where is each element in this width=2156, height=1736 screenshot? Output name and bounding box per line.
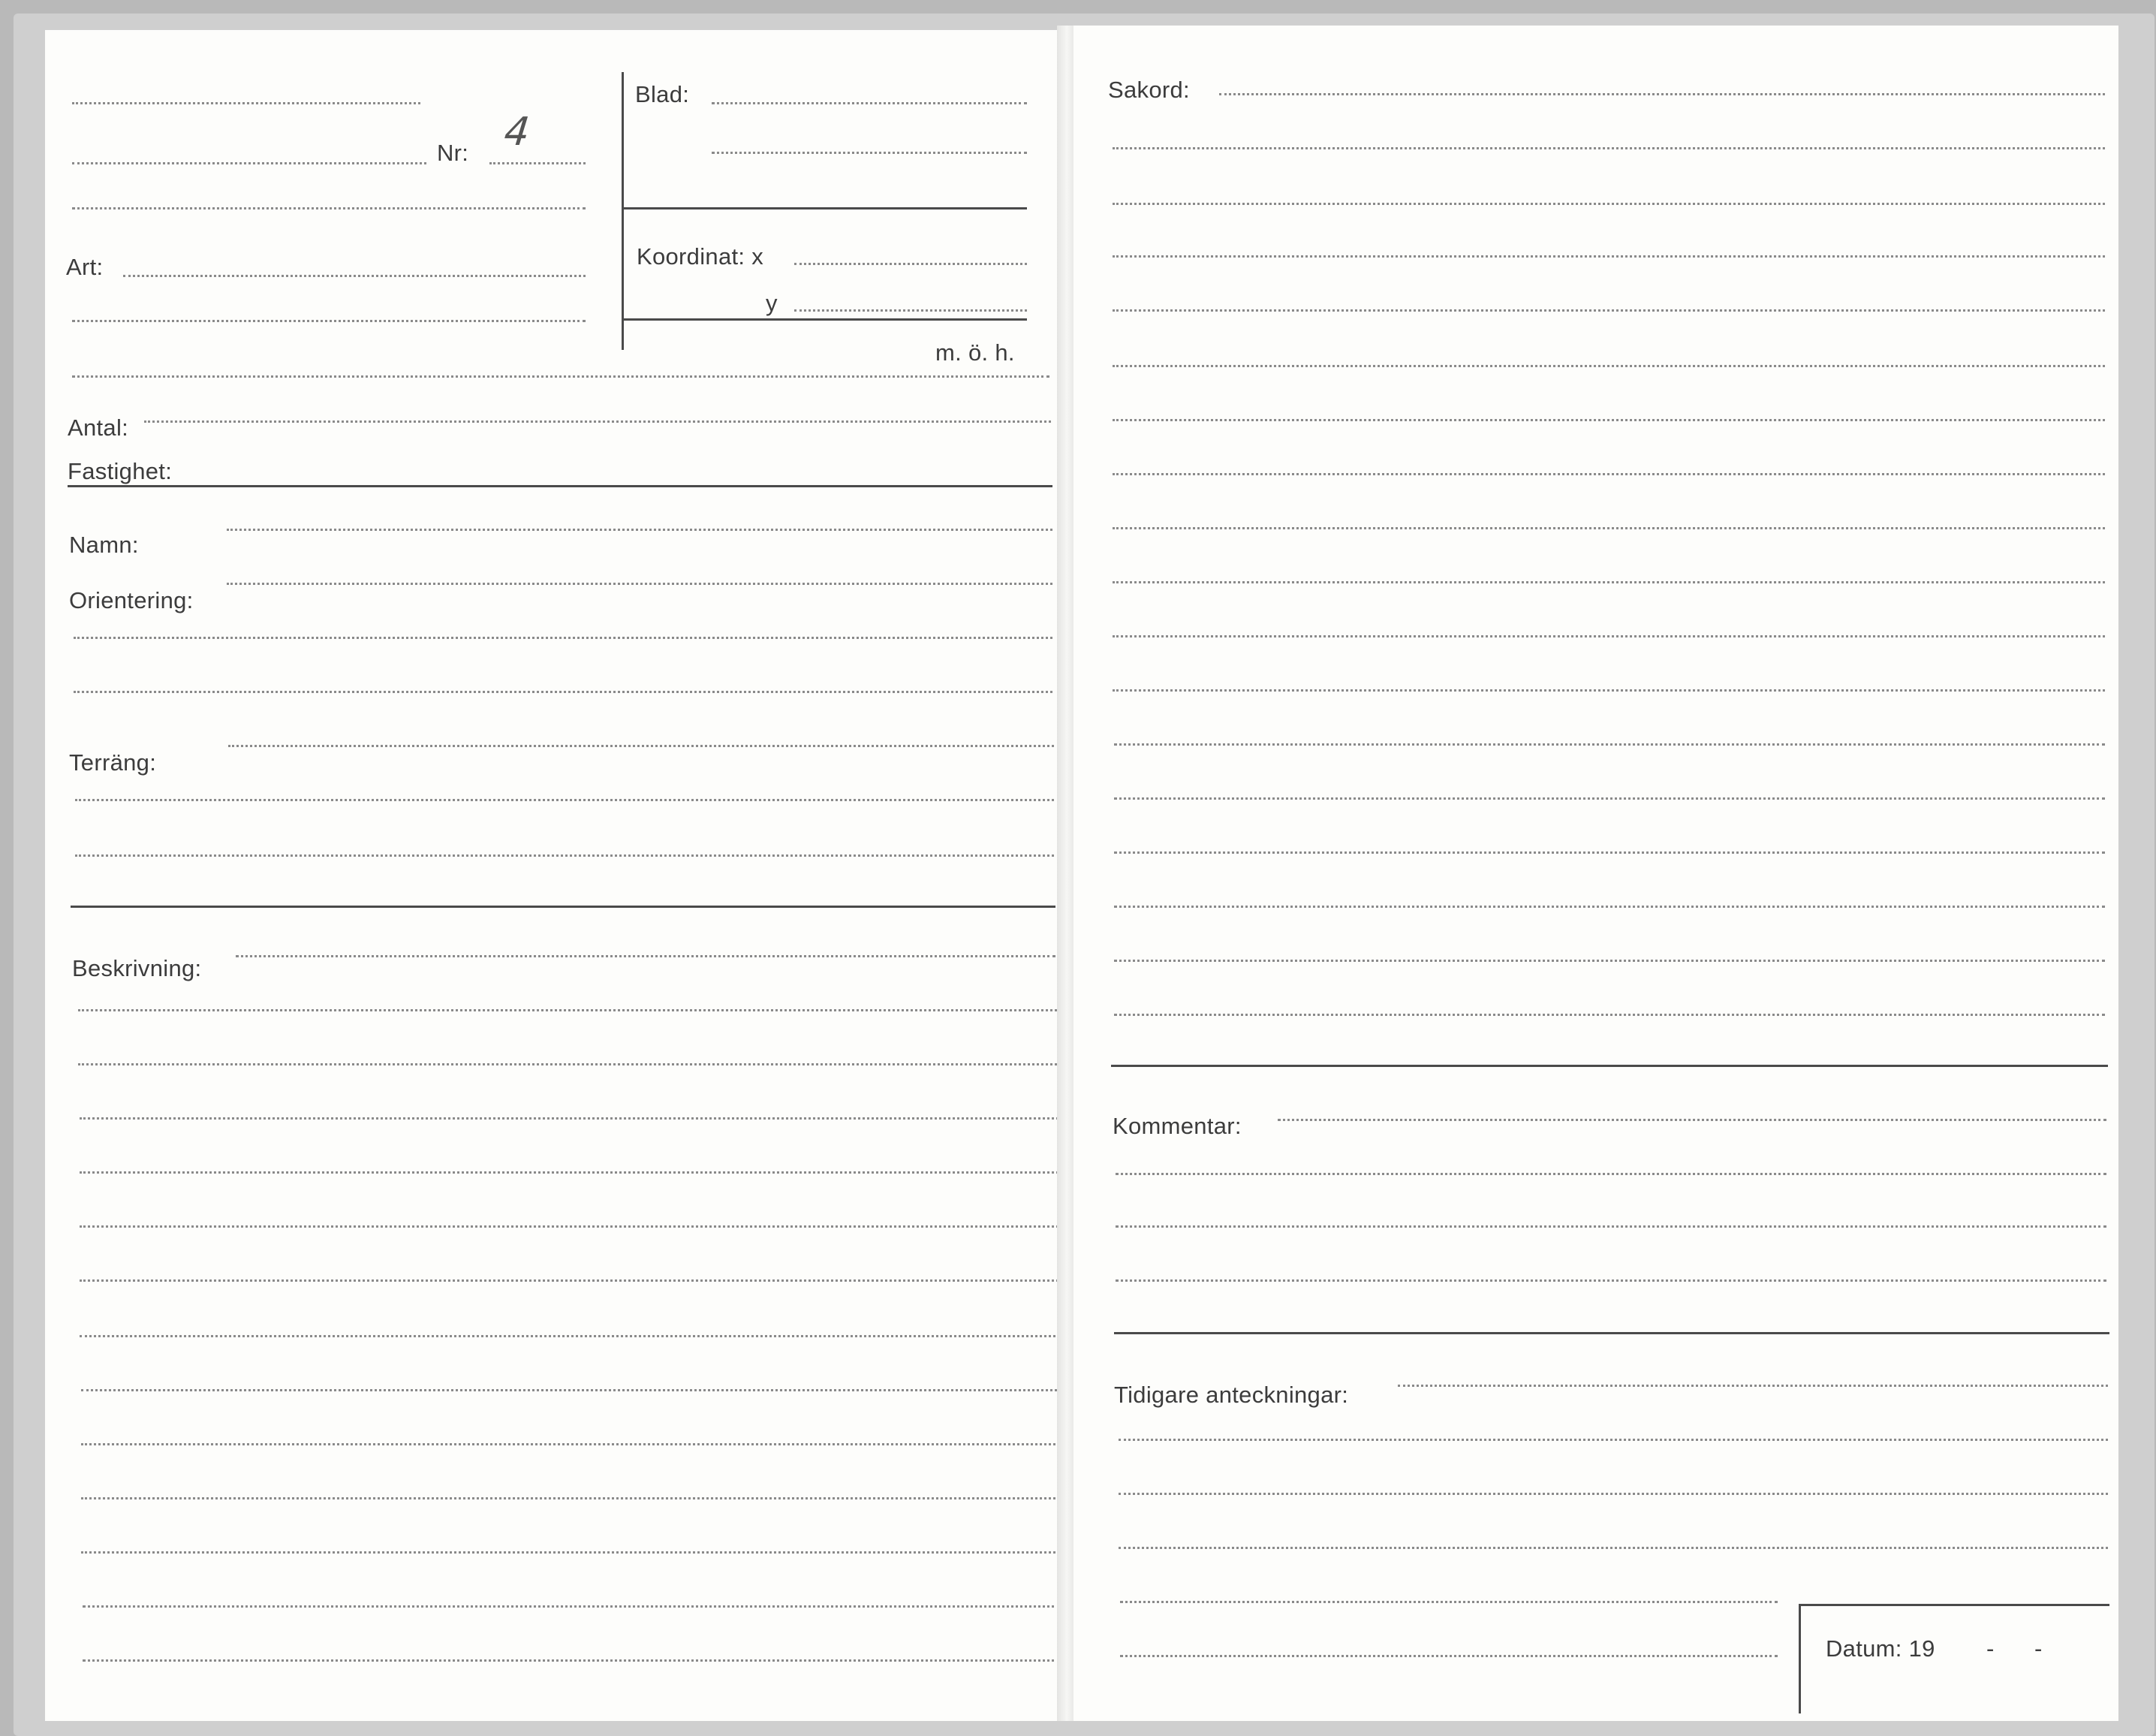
- orientering-line-3[interactable]: [74, 691, 1052, 693]
- sakord-line[interactable]: [1113, 581, 2105, 583]
- sakord-line[interactable]: [1113, 255, 2105, 258]
- tidigare-label: Tidigare anteckningar:: [1114, 1382, 1349, 1408]
- datum-separator-2: -: [2034, 1635, 2043, 1662]
- beskrivning-line[interactable]: [78, 1063, 1057, 1065]
- coord-box-vertical: [622, 72, 624, 350]
- beskrivning-line[interactable]: [80, 1117, 1058, 1120]
- kommentar-line[interactable]: [1116, 1173, 2106, 1175]
- coord-box-divider: [623, 207, 1027, 209]
- sakord-line[interactable]: [1113, 419, 2105, 421]
- koordinat-label: Koordinat: x: [637, 243, 764, 270]
- sakord-line[interactable]: [1113, 527, 2105, 529]
- left-page: [45, 30, 1060, 1721]
- header-line-2[interactable]: [72, 162, 426, 164]
- datum-box-top: [1799, 1604, 2109, 1606]
- sakord-line[interactable]: [1114, 1014, 2105, 1016]
- datum-separator-1: -: [1986, 1635, 1995, 1662]
- right-page: [1073, 26, 2118, 1721]
- sakord-line[interactable]: [1113, 365, 2105, 367]
- koordinat-x-field[interactable]: [794, 263, 1027, 265]
- antal-label: Antal:: [68, 414, 129, 441]
- sakord-line[interactable]: [1113, 309, 2105, 312]
- blad-label: Blad:: [635, 81, 690, 107]
- fastighet-rule: [68, 485, 1052, 487]
- beskrivning-label: Beskrivning:: [72, 955, 202, 981]
- sakord-line[interactable]: [1113, 203, 2105, 205]
- beskrivning-line[interactable]: [80, 1335, 1060, 1337]
- fastighet-label: Fastighet:: [68, 458, 173, 484]
- art-label: Art:: [66, 254, 104, 280]
- kommentar-label: Kommentar:: [1113, 1113, 1242, 1139]
- blad-field[interactable]: [712, 102, 1027, 104]
- moh-label: m. ö. h.: [935, 339, 1015, 366]
- beskrivning-line[interactable]: [81, 1443, 1060, 1445]
- namn-field[interactable]: [227, 529, 1052, 531]
- orientering-line-2[interactable]: [74, 637, 1052, 639]
- terrang-line-2[interactable]: [75, 799, 1054, 801]
- sakord-line[interactable]: [1113, 473, 2105, 475]
- namn-label: Namn:: [69, 532, 139, 558]
- art-field[interactable]: [123, 275, 586, 277]
- sakord-line[interactable]: [1114, 960, 2105, 962]
- terrang-field[interactable]: [228, 745, 1054, 747]
- sakord-field[interactable]: [1219, 93, 2105, 95]
- kommentar-line[interactable]: [1116, 1279, 2106, 1282]
- tidigare-field[interactable]: [1398, 1385, 2108, 1387]
- nr-value: 4: [501, 110, 532, 155]
- beskrivning-line[interactable]: [80, 1171, 1058, 1174]
- nr-field[interactable]: [489, 162, 586, 164]
- tidigare-line[interactable]: [1119, 1493, 2108, 1495]
- beskrivning-line[interactable]: [80, 1225, 1058, 1228]
- sakord-line[interactable]: [1114, 797, 2105, 800]
- coord-box-bottom: [623, 318, 1027, 321]
- header-line-1[interactable]: [72, 102, 420, 104]
- beskrivning-line[interactable]: [78, 1009, 1057, 1011]
- beskrivning-line[interactable]: [83, 1605, 1060, 1608]
- tidigare-line[interactable]: [1120, 1601, 1778, 1603]
- beskrivning-line[interactable]: [80, 1279, 1058, 1282]
- beskrivning-line[interactable]: [81, 1389, 1060, 1391]
- header-line-3[interactable]: [72, 207, 586, 209]
- terrang-rule: [71, 906, 1055, 908]
- sakord-line[interactable]: [1114, 851, 2105, 854]
- kommentar-field[interactable]: [1278, 1119, 2106, 1121]
- beskrivning-field[interactable]: [236, 955, 1055, 957]
- kommentar-line[interactable]: [1116, 1225, 2106, 1228]
- tidigare-line[interactable]: [1119, 1547, 2108, 1549]
- beskrivning-line[interactable]: [83, 1659, 1060, 1662]
- beskrivning-line[interactable]: [81, 1551, 1060, 1554]
- sakord-line[interactable]: [1114, 906, 2105, 908]
- blad-line-2[interactable]: [712, 152, 1027, 154]
- sakord-rule: [1111, 1065, 2108, 1067]
- antal-field[interactable]: [144, 420, 1051, 423]
- tidigare-line[interactable]: [1120, 1655, 1778, 1657]
- beskrivning-line[interactable]: [81, 1497, 1060, 1499]
- sakord-line[interactable]: [1113, 689, 2105, 692]
- terrang-line-3[interactable]: [75, 854, 1054, 857]
- tidigare-line[interactable]: [1119, 1439, 2108, 1441]
- sakord-line[interactable]: [1113, 147, 2105, 149]
- koordinat-y-label: y: [766, 290, 778, 316]
- sakord-line[interactable]: [1113, 635, 2105, 637]
- kommentar-rule: [1114, 1332, 2109, 1334]
- nr-label: Nr:: [437, 140, 469, 166]
- sakord-line[interactable]: [1114, 743, 2105, 746]
- datum-box-left: [1799, 1604, 1801, 1713]
- datum-label: Datum: 19: [1826, 1635, 1935, 1662]
- orientering-field[interactable]: [227, 583, 1052, 585]
- koordinat-y-field[interactable]: [794, 309, 1027, 312]
- art-line-2[interactable]: [72, 320, 586, 322]
- orientering-label: Orientering:: [69, 587, 194, 613]
- header-line-4[interactable]: [72, 375, 1049, 378]
- terrang-label: Terräng:: [69, 749, 157, 776]
- sakord-label: Sakord:: [1108, 77, 1190, 103]
